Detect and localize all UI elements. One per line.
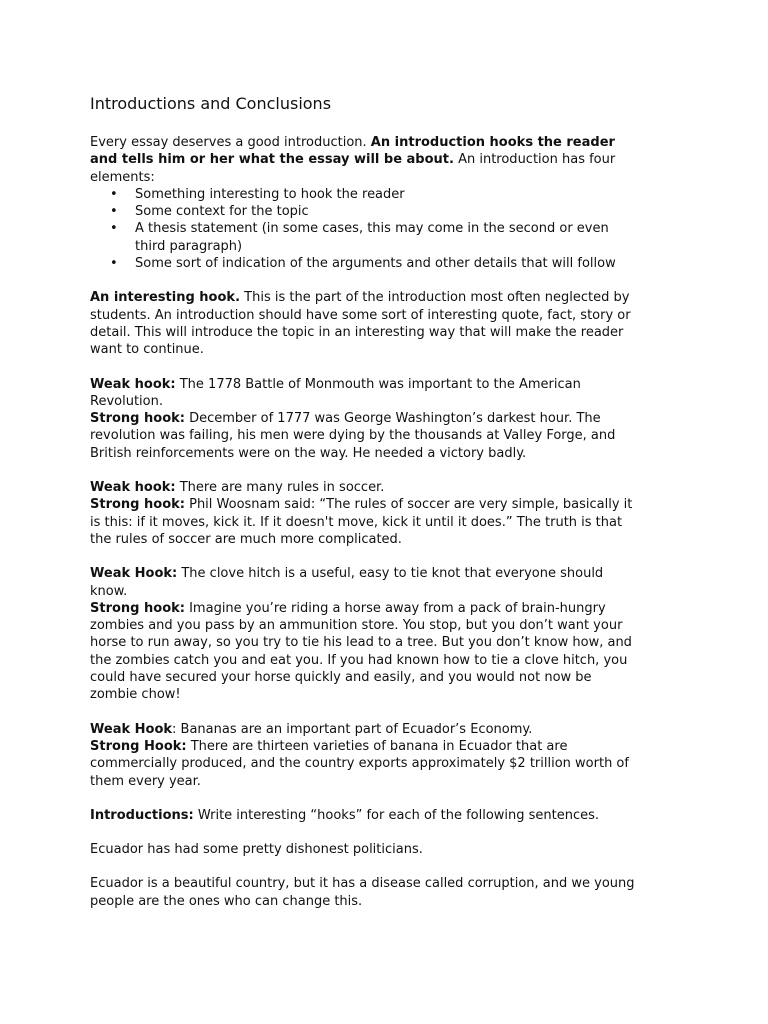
task-line: [90, 807, 680, 824]
list-item: [90, 220, 680, 255]
list-item-text: Some sort of indication of the arguments and other details that will follow: [135, 256, 616, 272]
strong-hook-text: could have secured your horse quickly and easily, and you would not now be: [90, 670, 592, 686]
strong-hook-text: is this: if it moves, kick it. If it doesn't move, kick it until it does.” The truth is that: [90, 514, 623, 530]
weak-hook-line: [90, 376, 680, 393]
sentence-text: Ecuador is a beautiful country, but it has a disease called corruption, and we young: [90, 876, 635, 892]
strong-hook-text: revolution was failing, his men were dying by the thousands at Valley Forge, and: [90, 428, 616, 444]
elements-list: [90, 186, 680, 272]
example-block: [90, 479, 680, 548]
list-item: [90, 203, 680, 220]
bullet-icon: •: [110, 204, 118, 220]
intro-paragraph: [90, 134, 680, 186]
list-item-text: Some context for the topic: [135, 204, 309, 220]
strong-hook-text: British reinforcements were on the way. He needed a victory badly.: [90, 445, 527, 461]
intro-text: An introduction has four: [453, 152, 616, 168]
task-paragraph: [90, 807, 680, 824]
hook-text: This is the part of the introduction most often neglected by: [240, 290, 630, 306]
hook-line-2: students. An introduction should have some sort of interesting quote, fact, story or: [90, 307, 631, 323]
list-item: [90, 255, 680, 272]
example-block: [90, 721, 680, 790]
strong-hook-text: horse to run away, so you try to tie his lead to a tree. But you don’t know how, and: [90, 635, 632, 651]
strong-hook-text: Imagine you’re riding a horse away from a pack of brain-hungry: [184, 600, 606, 616]
intro-line-3: elements:: [90, 169, 155, 185]
sentence-text: people are the ones who can change this.: [90, 893, 363, 909]
strong-hook-label: Strong Hook:: [90, 738, 187, 754]
intro-line-1: [90, 134, 680, 151]
strong-hook-text: zombie chow!: [90, 687, 181, 703]
strong-hook-text: the rules of soccer are much more complicated.: [90, 531, 402, 547]
bullet-icon: •: [110, 256, 118, 272]
strong-hook-label: Strong hook:: [90, 411, 185, 427]
weak-hook-label: Weak Hook:: [90, 566, 178, 582]
hook-line-3: detail. This will introduce the topic in an interesting way that will make the reader: [90, 324, 624, 340]
list-item-text: Something interesting to hook the reader: [135, 186, 405, 202]
document-page: [90, 94, 680, 927]
weak-hook-label: Weak hook:: [90, 480, 176, 496]
strong-hook-text: Phil Woosnam said: “The rules of soccer are very simple, basically it: [184, 497, 633, 513]
strong-hook-line: [90, 738, 680, 755]
strong-hook-text: the zombies catch you and eat you. If you had known how to tie a clove hitch, you: [90, 652, 628, 668]
intro-line-2: [90, 151, 680, 168]
strong-hook-label: Strong hook:: [90, 600, 185, 616]
strong-hook-text: zombies and you pass by an ammunition store. You stop, but you don’t want your: [90, 618, 623, 634]
strong-hook-label: Strong hook:: [90, 497, 185, 513]
list-item: [90, 186, 680, 203]
hook-line-1: [90, 289, 680, 306]
strong-hook-text: There are thirteen varieties of banana in Ecuador that are: [186, 738, 568, 754]
weak-hook-label: Weak hook:: [90, 376, 176, 392]
weak-hook-line: [90, 721, 680, 738]
bullet-icon: •: [110, 186, 118, 202]
bullet-icon: •: [110, 221, 118, 237]
weak-hook-text: know.: [90, 583, 128, 599]
weak-hook-text: The clove hitch is a useful, easy to tie knot that everyone should: [177, 566, 604, 582]
intro-bold-text: An introduction hooks the reader: [370, 135, 615, 150]
sentence-prompt: [90, 841, 680, 858]
hook-paragraph: [90, 289, 680, 358]
strong-hook-line: [90, 600, 680, 617]
weak-hook-text: The 1778 Battle of Monmouth was important to the American: [175, 376, 581, 392]
intro-text: Every essay deserves a good introduction.: [90, 135, 371, 150]
weak-hook-line: [90, 565, 680, 582]
strong-hook-text: December of 1777 was George Washington’s darkest hour. The: [184, 411, 601, 427]
sentence-prompt: [90, 875, 680, 910]
list-item-text: third paragraph): [135, 238, 243, 254]
list-item-text: A thesis statement (in some cases, this may come in the second or even: [135, 221, 609, 237]
strong-hook-line: [90, 496, 680, 513]
example-block: [90, 376, 680, 462]
task-text: Write interesting “hooks” for each of the following sentences.: [193, 807, 600, 823]
weak-hook-text: There are many rules in soccer.: [175, 480, 385, 496]
example-block: [90, 565, 680, 703]
weak-hook-text: Revolution.: [90, 393, 163, 409]
task-label: Introductions:: [90, 807, 194, 823]
hook-label: An interesting hook.: [90, 290, 241, 306]
page-title: Introductions and Conclusions: [90, 94, 332, 113]
strong-hook-text: them every year.: [90, 773, 201, 789]
strong-hook-text: commercially produced, and the country exports approximately $2 trillion worth of: [90, 756, 629, 772]
weak-hook-label: Weak Hook: [90, 721, 173, 737]
sentence-text: Ecuador has had some pretty dishonest politicians.: [90, 842, 423, 858]
weak-hook-text: : Bananas are an important part of Ecuador’s Economy.: [172, 721, 533, 737]
hook-line-4: want to continue.: [90, 342, 204, 358]
weak-hook-line: [90, 479, 680, 496]
intro-bold-text: and tells him or her what the essay will be about.: [90, 152, 454, 168]
strong-hook-line: [90, 410, 680, 427]
